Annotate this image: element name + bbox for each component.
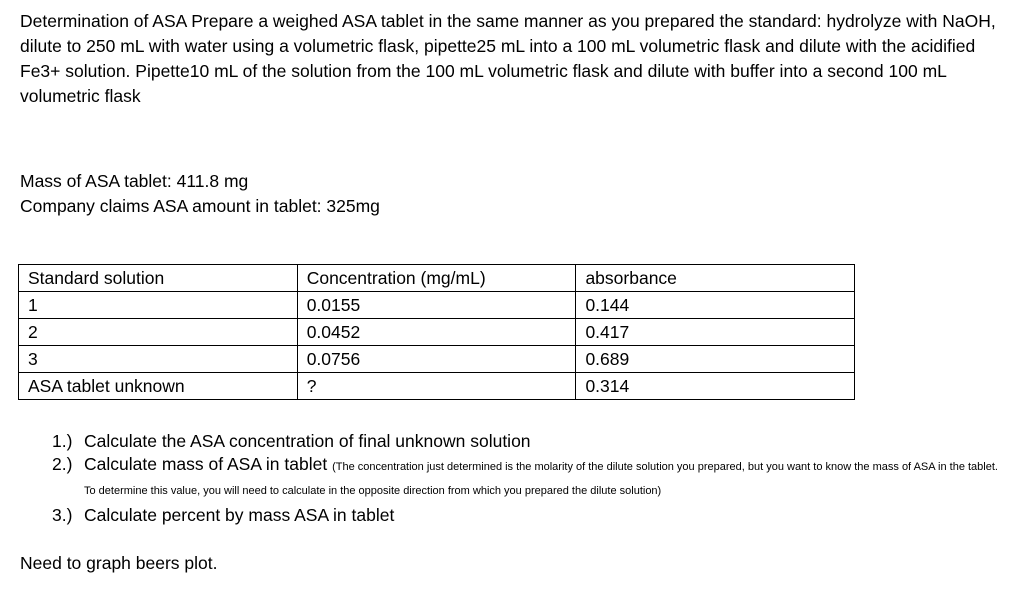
cell-absorbance: 0.144 [576, 292, 855, 319]
header-absorbance: absorbance [576, 265, 855, 292]
question-text: Calculate percent by mass ASA in tablet [84, 505, 395, 525]
question-text: Calculate mass of ASA in tablet [84, 454, 328, 474]
header-standard-solution: Standard solution [19, 265, 298, 292]
question-number: 2.) [52, 454, 73, 474]
tablet-mass-text: Mass of ASA tablet: 411.8 mg [20, 171, 249, 191]
cell-concentration: 0.0155 [297, 292, 576, 319]
table-row [19, 346, 855, 373]
cell-concentration: ? [297, 373, 576, 400]
cell-concentration: 0.0756 [297, 346, 576, 373]
standards-table [18, 264, 855, 400]
closing-note: Need to graph beers plot. [20, 553, 218, 573]
question-text: Calculate the ASA concentration of final unknown solution [84, 431, 531, 451]
table-row [19, 292, 855, 319]
question-number: 1.) [52, 431, 73, 451]
cell-absorbance: 0.689 [576, 346, 855, 373]
cell-standard: 3 [19, 346, 298, 373]
cell-standard: ASA tablet unknown [19, 373, 298, 400]
cell-absorbance: 0.314 [576, 373, 855, 400]
cell-concentration: 0.0452 [297, 319, 576, 346]
question-note: (The concentration just determined is the molarity of the dilute solution you prepared, but you want to know the mass of ASA in the tablet. To determine this value, you will need to calculate in the opposite direction from which you prepared the dilute solution) [84, 461, 998, 497]
question-number: 3.) [52, 505, 73, 525]
cell-absorbance: 0.417 [576, 319, 855, 346]
table-row [19, 319, 855, 346]
cell-standard: 1 [19, 292, 298, 319]
question-item [52, 504, 1012, 527]
header-concentration: Concentration (mg/mL) [297, 265, 576, 292]
question-item [52, 430, 1012, 453]
intro-paragraph: Determination of ASA Prepare a weighed ASA tablet in the same manner as you prepared the standard: hydrolyze with NaOH, dilute to 250 mL with water using a volumetric flask, pipette25 mL into a 100 mL volumetric flask and dilute with the acidified Fe3+ solution. Pipette10 mL of the solution from the 100 mL volumetric flask and dilute with buffer into a second 100 mL volumetric flask [20, 11, 996, 106]
table-header-row [19, 265, 855, 292]
table-row [19, 373, 855, 400]
questions-list [52, 430, 1012, 527]
claimed-amount-text: Company claims ASA amount in tablet: 325mg [20, 196, 380, 216]
question-item [52, 453, 1012, 501]
cell-standard: 2 [19, 319, 298, 346]
